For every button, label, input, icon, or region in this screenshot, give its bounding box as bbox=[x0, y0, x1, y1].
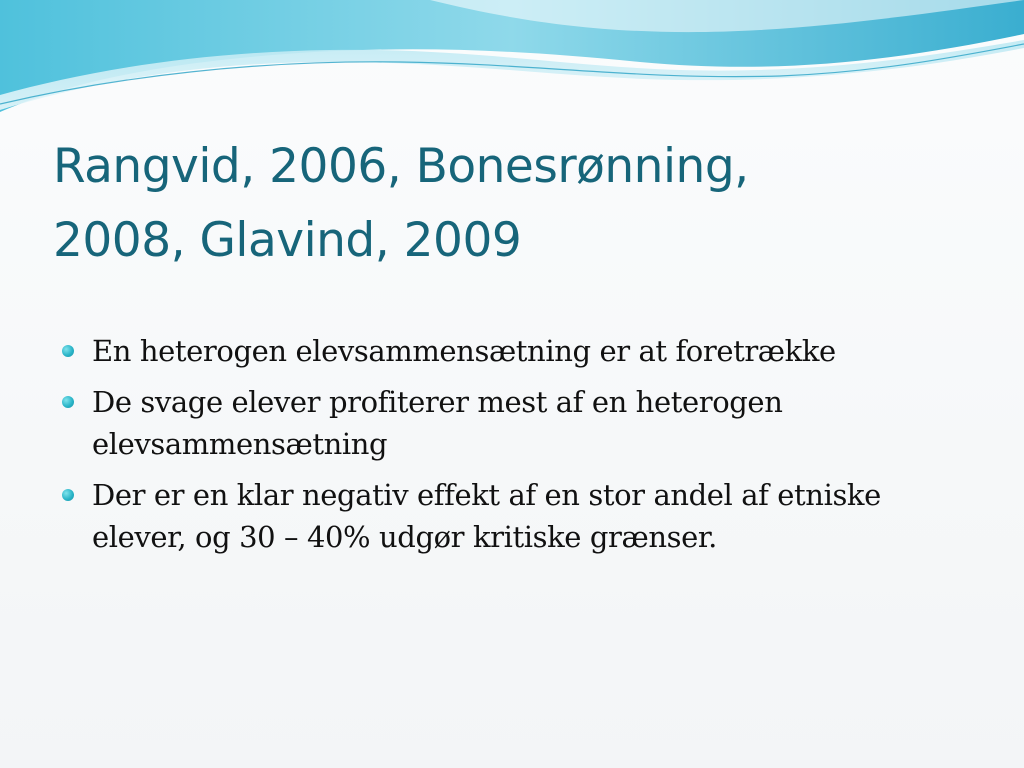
bullet-text: Der er en klar negativ effekt af en stor andel af etniske elever, og 30 – 40% udgør kritiske grænser. bbox=[92, 478, 881, 554]
bullet-item bbox=[62, 474, 962, 558]
wave-decoration bbox=[0, 0, 1024, 130]
bullet-text: De svage elever profiterer mest af en heterogen elevsammensætning bbox=[92, 385, 783, 461]
round-bullet-icon bbox=[62, 396, 74, 408]
bullet-text: En heterogen elevsammensætning er at foretrække bbox=[92, 334, 836, 368]
slide-title-line-2: 2008, Glavind, 2009 bbox=[53, 213, 522, 268]
round-bullet-icon bbox=[62, 489, 74, 501]
slide-title bbox=[53, 130, 983, 278]
bullet-item bbox=[62, 330, 962, 372]
bullet-list bbox=[62, 330, 962, 567]
slide-title-line-1: Rangvid, 2006, Bonesrønning, bbox=[53, 139, 749, 194]
round-bullet-icon bbox=[62, 345, 74, 357]
bullet-item bbox=[62, 381, 962, 465]
